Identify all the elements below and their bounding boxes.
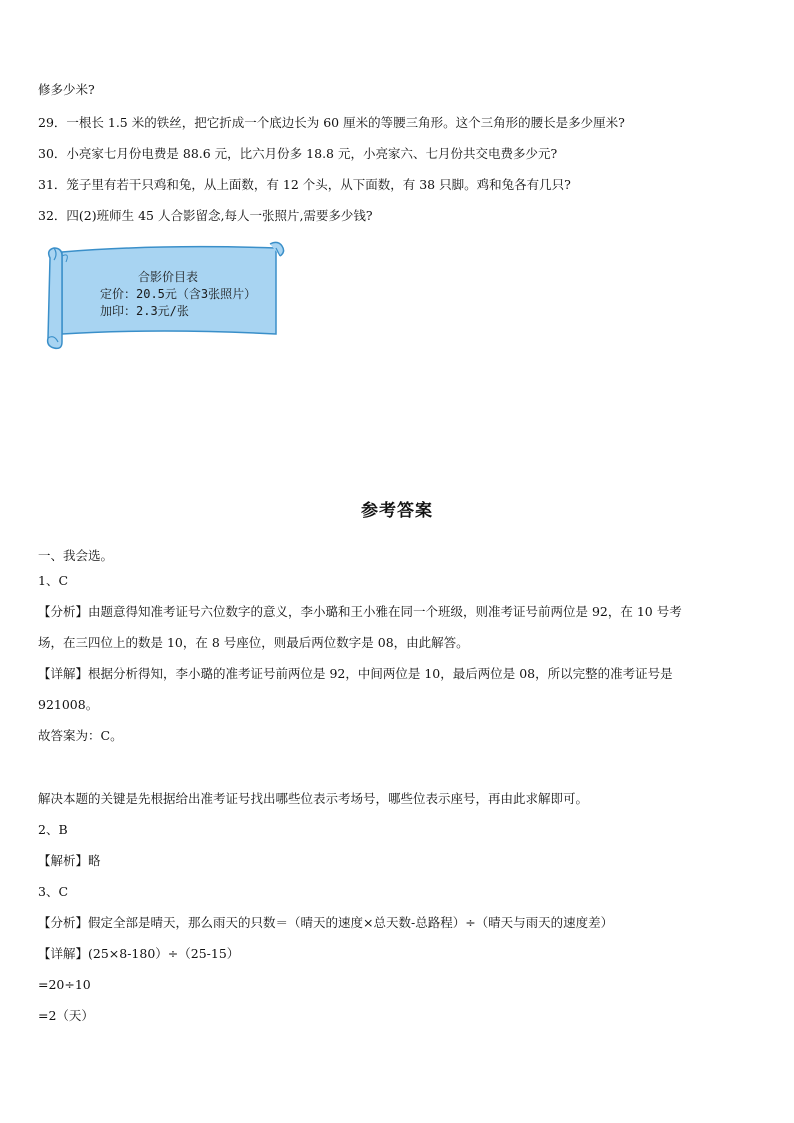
answer-3-step-1: =20÷10 xyxy=(38,977,91,992)
answer-1-analysis-line1: 【分析】由题意得知准考证号六位数字的意义，李小璐和王小雅在同一个班级，则准考证号前两位是 92，在 10 号考 xyxy=(38,604,682,619)
answer-1-analysis-line2: 场，在三四位上的数是 10，在 8 号座位，则最后两位数字是 08，由此解答。 xyxy=(38,635,469,650)
answer-2-number: 2、B xyxy=(38,822,68,837)
price-table-title: 合影价目表 xyxy=(138,270,199,284)
answer-3-detail: 【详解】(25×8-180）÷（25-15） xyxy=(38,946,240,961)
price-line-extra: 加印：2.3元/张 xyxy=(100,304,189,318)
question-31: 31．笼子里有若干只鸡和兔，从上面数，有 12 个头，从下面数，有 38 只脚。鸡和兔各有几只? xyxy=(38,177,571,192)
answer-1-key-point: 解决本题的关键是先根据给出准考证号找出哪些位表示考场号，哪些位表示座号，再由此求解即可。 xyxy=(38,791,589,806)
price-line-fixed: 定价：20.5元（含3张照片） xyxy=(100,287,257,301)
question-29: 29．一根长 1.5 米的铁丝，把它折成一个底边长为 60 厘米的等腰三角形。这个三角形的腰长是多少厘米? xyxy=(38,115,625,130)
answers-heading: 参考答案 xyxy=(361,501,433,521)
question-32: 32．四(2)班师生 45 人合影留念,每人一张照片,需要多少钱? xyxy=(38,208,373,223)
answer-2-analysis: 【解析】略 xyxy=(38,853,101,868)
price-table-scroll xyxy=(40,238,288,350)
answer-1-number: 1、C xyxy=(38,573,69,588)
answer-1-detail-line1: 【详解】根据分析得知，李小璐的准考证号前两位是 92，中间两位是 10，最后两位是 08，所以完整的准考证号是 xyxy=(38,666,673,681)
section-heading: 一、我会选。 xyxy=(38,548,114,563)
question-30: 30．小亮家七月份电费是 88.6 元，比六月份多 18.8 元，小亮家六、七月份共交电费多少元? xyxy=(38,146,558,161)
answer-1-conclusion: 故答案为：C。 xyxy=(38,728,123,743)
answer-3-analysis: 【分析】假定全部是晴天，那么雨天的只数＝（晴天的速度×总天数-总路程）÷（晴天与雨天的速度差） xyxy=(38,915,614,930)
answer-1-detail-line2: 921008。 xyxy=(38,697,99,712)
answer-3-step-2: =2（天） xyxy=(38,1008,94,1023)
answer-3-number: 3、C xyxy=(38,884,69,899)
question-continuation: 修多少米? xyxy=(38,82,95,97)
